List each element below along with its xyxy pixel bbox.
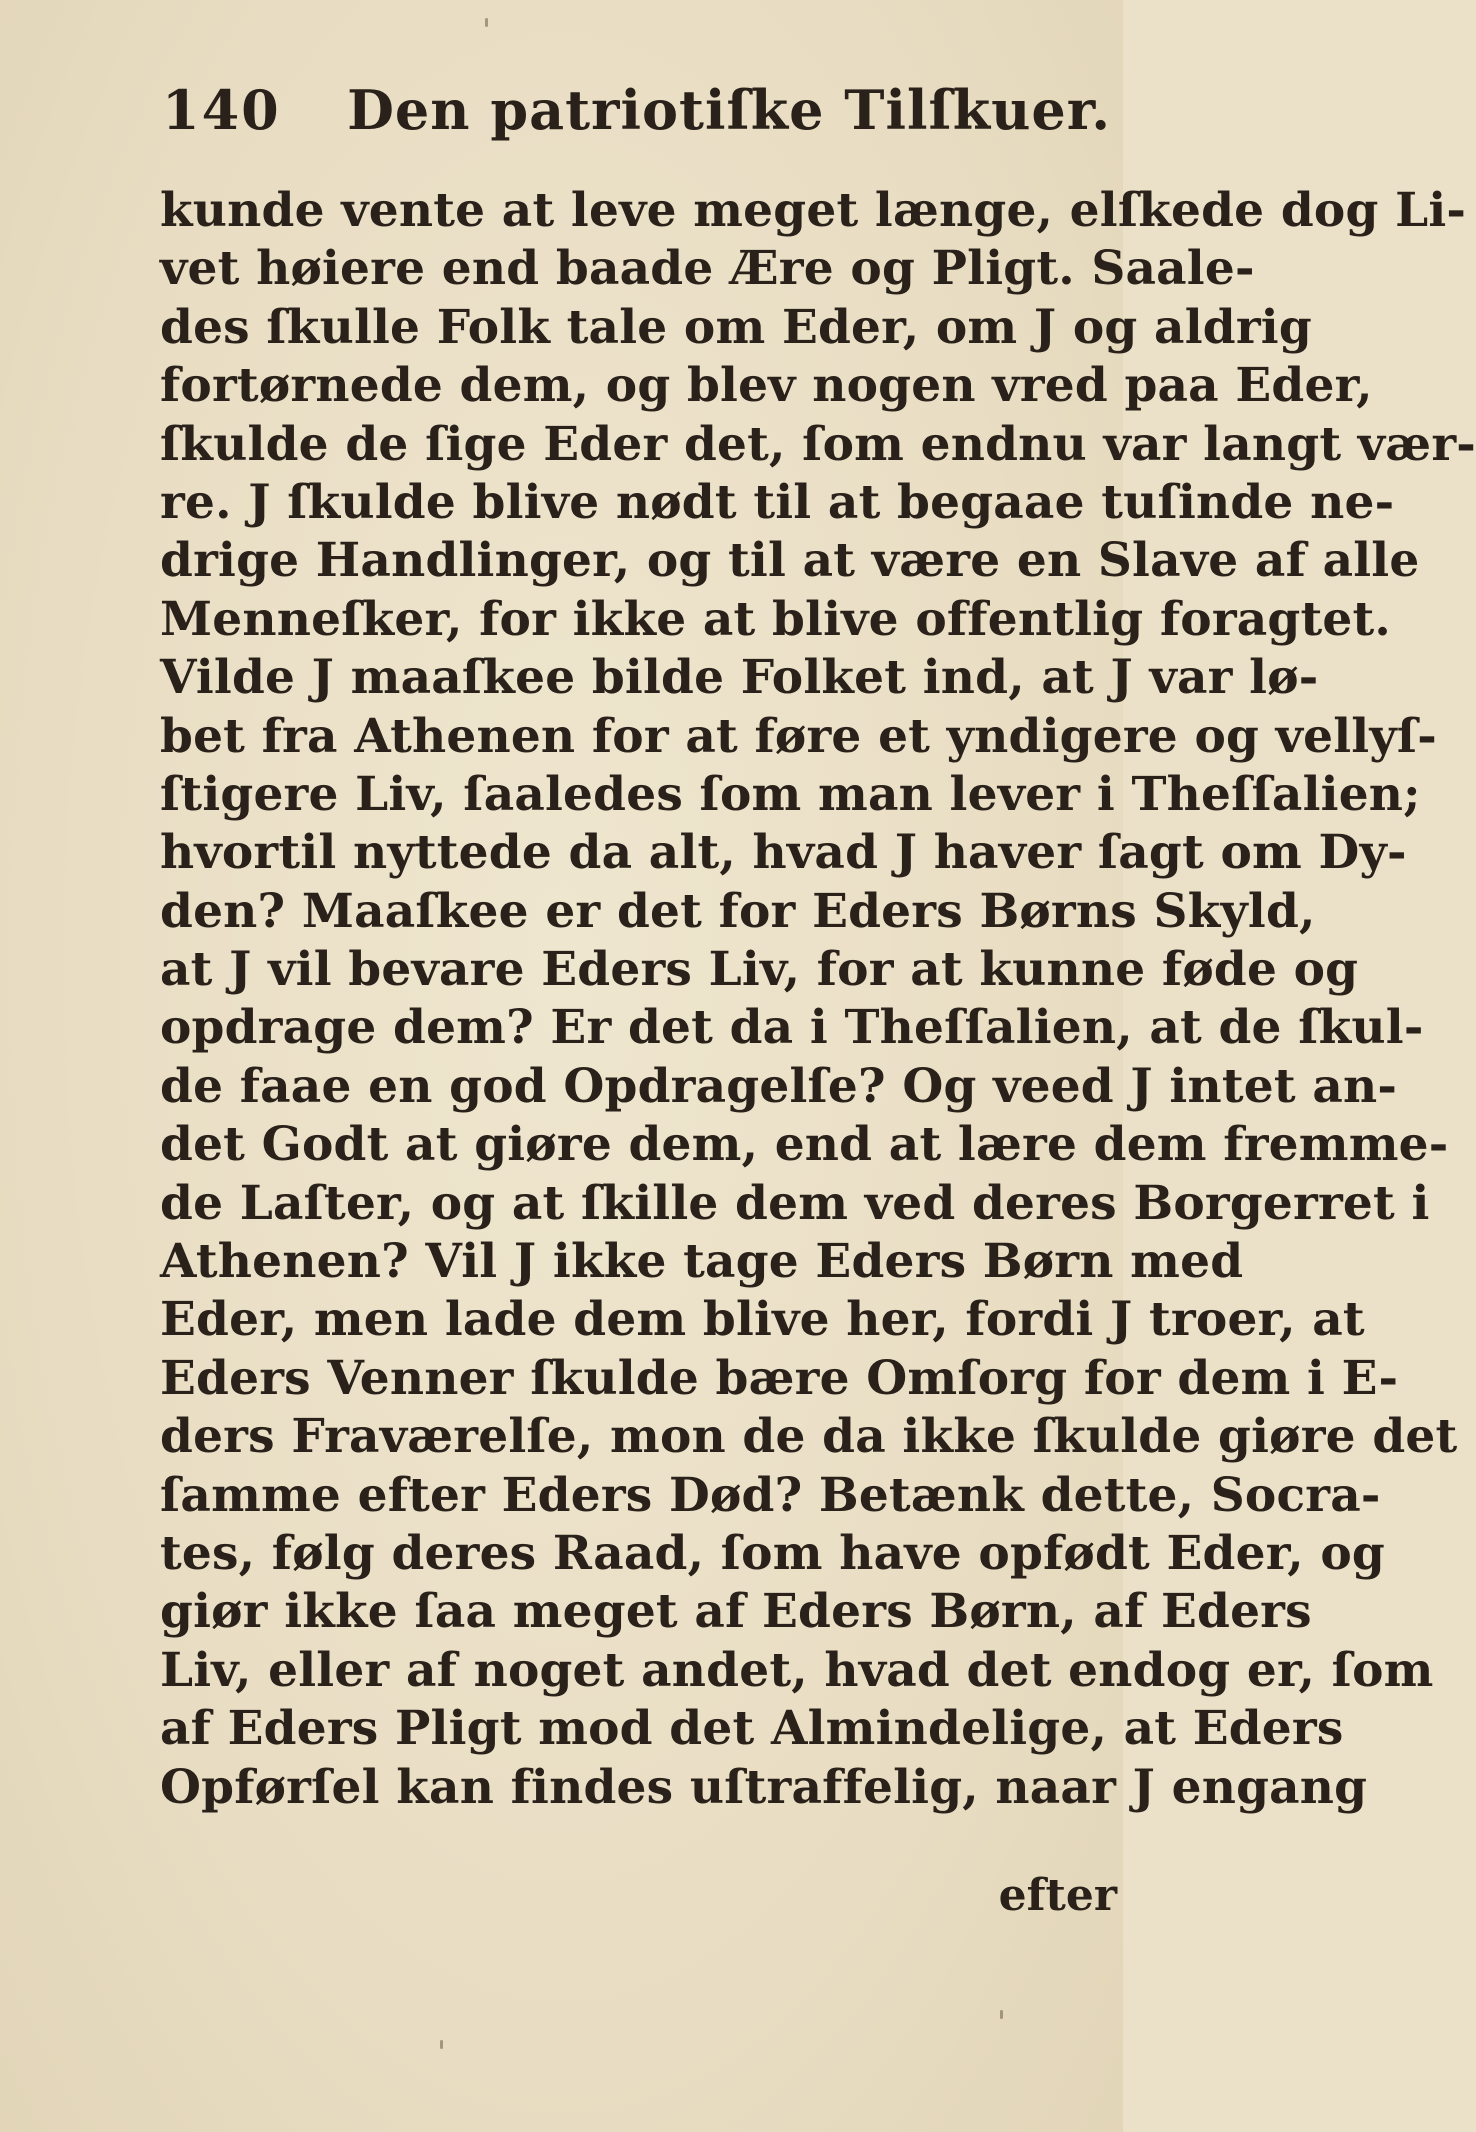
text-line: opdrage dem? Er det da i Theſſalien, at de ſkul- — [160, 1000, 1424, 1056]
paper-speck — [1000, 2010, 1003, 2019]
text-line: ſkulde de ſige Eder det, ſom endnu var langt vær- — [160, 416, 1476, 472]
text-line: at J vil bevare Eders Liv, for at kunne føde og — [160, 942, 1359, 998]
text-line: den? Maaſkee er det for Eders Børns Skyld, — [160, 883, 1316, 939]
page-header — [162, 78, 1112, 148]
text-line: af Eders Pligt mod det Almindelige, at Eders — [160, 1701, 1344, 1757]
text-line: des ſkulle Folk tale om Eder, om J og aldrig — [160, 299, 1312, 355]
text-line: Menneſker, for ikke at blive offentlig foragtet. — [160, 591, 1391, 647]
text-line: tes, følg deres Raad, ſom have opfødt Eder, og — [160, 1525, 1385, 1581]
text-line: ſamme efter Eders Død? Betænk dette, Socra- — [160, 1467, 1381, 1523]
text-line: fortørnede dem, og blev nogen vred paa Eder, — [160, 358, 1373, 414]
text-line: Opførſel kan findes uſtraffelig, naar J engang — [160, 1759, 1368, 1815]
text-line: Liv, eller af noget andet, hvad det endog er, ſom — [160, 1642, 1434, 1698]
paper-speck — [485, 18, 488, 27]
text-line: ſtigere Liv, ſaaledes ſom man lever i Theſſalien; — [160, 766, 1421, 822]
text-line: det Godt at giøre dem, end at lære dem fremme- — [160, 1117, 1449, 1173]
text-line: Vilde J maaſkee bilde Folket ind, at J var lø- — [160, 650, 1319, 706]
text-line: kunde vente at leve meget længe, elſkede dog Li- — [160, 183, 1467, 238]
text-line: bet fra Athenen for at føre et yndigere og vellyſ- — [160, 708, 1437, 764]
running-title: Den patriotiſke Tilſkuer. — [347, 78, 1112, 142]
text-line: de faae en god Opdragelſe? Og veed J intet an- — [160, 1058, 1398, 1114]
text-line: Eders Venner ſkulde bære Omſorg for dem i E- — [160, 1350, 1399, 1406]
text-line: re. J ſkulde blive nødt til at begaae tuſinde ne- — [160, 474, 1395, 530]
page-number: 140 — [162, 78, 281, 142]
paper-speck — [440, 2040, 443, 2049]
body-text — [160, 182, 1476, 1817]
text-line: ders Fraværelſe, mon de da ikke ſkulde giøre det — [160, 1409, 1458, 1465]
text-line: giør ikke ſaa meget af Eders Børn, af Eders — [160, 1584, 1312, 1640]
text-line: hvortil nyttede da alt, hvad J haver ſagt om Dy- — [160, 825, 1407, 881]
text-line: Athenen? Vil J ikke tage Eders Børn med — [160, 1234, 1244, 1290]
text-line: de Laſter, og at ſkille dem ved deres Borgerret i — [160, 1175, 1430, 1231]
text-line: Eder, men lade dem blive her, fordi J troer, at — [160, 1292, 1365, 1348]
catchword: efter — [998, 1870, 1117, 1921]
text-line: drige Handlinger, og til at være en Slave af alle — [160, 533, 1420, 589]
text-line: vet høiere end baade Ære og Pligt. Saale- — [160, 241, 1255, 297]
